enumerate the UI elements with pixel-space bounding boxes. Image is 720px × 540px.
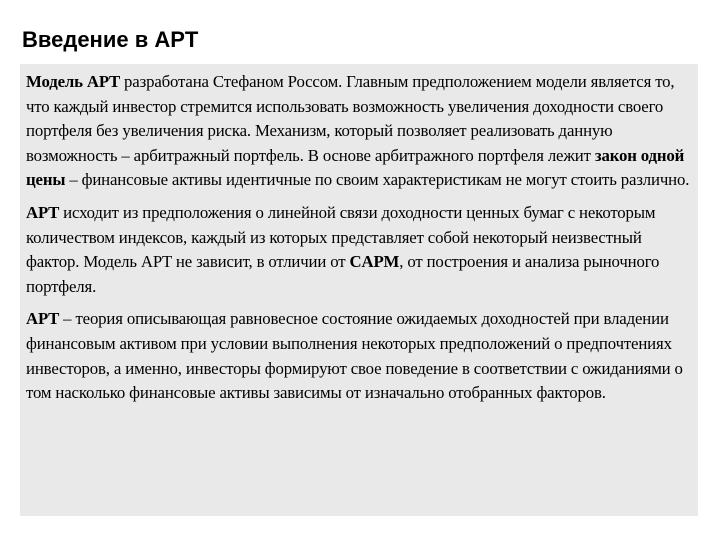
paragraph-apt-theory (26, 307, 692, 405)
paragraph-text: исходит из предположения о линейной связи доходности ценных бумаг с некоторым количеством индексов, каждый из которых представляет собой некоторый неизвестный фактор. Модель APT не зависит, в отличии от (26, 202, 656, 272)
paragraph-apt-assumption (26, 201, 692, 299)
term-apt: APT (26, 202, 60, 222)
paragraph-text: – финансовые активы идентичные по своим характеристикам не могут стоить различно. (65, 170, 690, 190)
content-box (20, 64, 698, 516)
term-apt: APT (26, 309, 60, 329)
slide-title: Введение в APT (22, 27, 199, 52)
term-apt-model: Модель APT (26, 72, 121, 91)
paragraph-text: , от построения и анализа рыночного портфеля. (26, 252, 660, 296)
paragraph-text: разработана Стефаном Россом. Главным предположением модели является то, что каждый инвестор стремится использовать возможность увеличения доходности своего портфеля без увеличения риска. Механизм, который позволяет реализовать данную возможность – арбитражный портфель. В основе арбитражного портфеля лежит (26, 72, 675, 165)
term-capm: CAPM (349, 252, 400, 272)
paragraph-text: – теория описывающая равновесное состояние ожидаемых доходностей при владении финансовым активом при условии выполнения некоторых предположений о предпочтениях инвесторов, а именно, инвесторы формируют свое поведение в соответствии с ожиданиями о том насколько финансовые активы зависимы от изначально отобранных факторов. (26, 309, 683, 403)
paragraph-apt-model-intro (26, 70, 692, 193)
term-law-of-one-price: закон одной цены (26, 145, 685, 190)
